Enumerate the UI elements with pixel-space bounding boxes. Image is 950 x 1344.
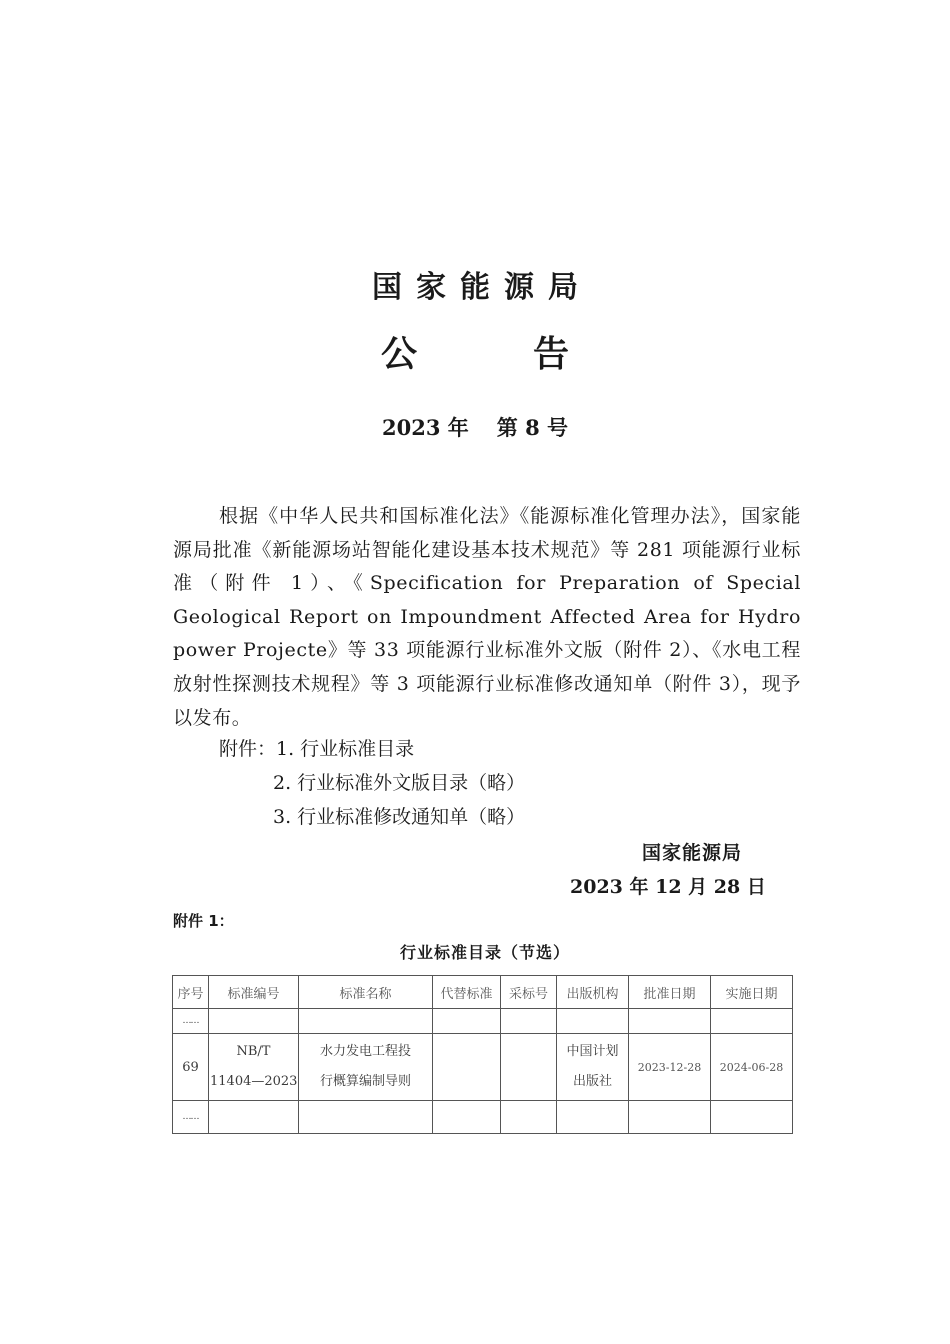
standard-name-line2: 行概算编制导则 (319, 1074, 411, 1089)
issuing-organization: 国家能源局 (372, 270, 592, 305)
cell-effective-date: 2024-06-28 (711, 1034, 793, 1101)
table-header-row (173, 976, 793, 1009)
document-year: 2023 年 (382, 415, 469, 440)
standard-name-line1: 水力发电工程投 (319, 1044, 411, 1059)
publisher-line2: 出版社 (572, 1074, 612, 1089)
document-issue-number: 第 8 号 (496, 415, 568, 440)
cell-publisher (557, 1034, 629, 1101)
ellipsis-cell: …… (173, 1101, 209, 1134)
signature-organization: 国家能源局 (642, 842, 743, 864)
cell-approved-date: 2023-12-28 (629, 1034, 711, 1101)
standard-code-prefix: NB/T (236, 1044, 271, 1059)
column-header-name: 标准名称 (299, 976, 433, 1009)
column-header-adopted: 采标号 (501, 976, 557, 1009)
column-header-effective: 实施日期 (711, 976, 793, 1009)
column-header-publisher: 出版机构 (557, 976, 629, 1009)
table-row (173, 1034, 793, 1101)
column-header-approved: 批准日期 (629, 976, 711, 1009)
cell-standard-code (209, 1034, 299, 1101)
document-type: 公 告 (380, 334, 609, 375)
standards-table (172, 975, 793, 1134)
document-number (0, 412, 950, 442)
signature-date: 2023 年 12 月 28 日 (570, 876, 766, 898)
column-header-index: 序号 (173, 976, 209, 1009)
standard-code-number: 11404—2023 (210, 1074, 298, 1089)
table-row-ellipsis-top (173, 1009, 793, 1034)
annex-label: 附件 1： (173, 912, 234, 930)
table-row-ellipsis-bottom (173, 1101, 793, 1134)
attachment-item-1: 附件：1. 行业标准目录 (219, 738, 415, 760)
cell-index: 69 (173, 1034, 209, 1101)
cell-replaces (433, 1034, 501, 1101)
attachment-item-2: 2. 行业标准外文版目录（略） (273, 772, 526, 794)
cell-standard-name (299, 1034, 433, 1101)
annex-table-title: 行业标准目录（节选） (399, 943, 570, 962)
column-header-code: 标准编号 (209, 976, 299, 1009)
cell-adopted (501, 1034, 557, 1101)
publisher-line1: 中国计划 (566, 1044, 619, 1059)
ellipsis-cell: …… (173, 1009, 209, 1034)
column-header-replaces: 代替标准 (433, 976, 501, 1009)
announcement-paragraph: 根据《中华人民共和国标准化法》《能源标准化管理办法》，国家能源局批准《新能源场站智能化建设基本技术规范》等 281 项能源行业标准（附件 1）、《Specification for Preparation of Special Geological Report on Impoundment Affected Area for Hydro power Projecte》等 33 项能源行业标准外文版（附件 2）、《水电工程放射性探测技术规程》等 3 项能源行业标准修改通知单（附件 3），现予以发布。 (173, 505, 801, 729)
attachment-item-3: 3. 行业标准修改通知单（略） (273, 806, 526, 828)
